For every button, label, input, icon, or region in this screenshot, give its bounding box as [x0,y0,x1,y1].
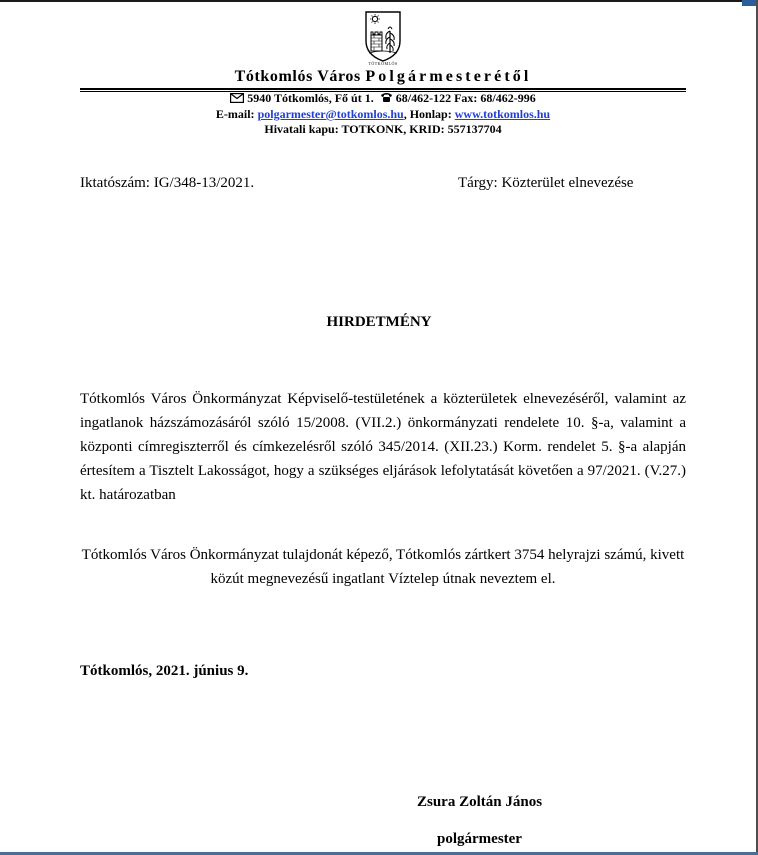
body-paragraph: Tótkomlós Város Önkormányzat Képviselő-testületének a közterületek elnevezéséről, valamint az ingatlanok házszámozásáról szóló 15/2008. (VII.2.) önkormányzati rendelete 10. §-a, valamint a központi címregiszterről és címkezelésről szóló 345/2014. (XII.23.) Korm. rendelet 5. §-a alapján értesítem a Tisztelt Lakosságot, hogy a szükséges eljárások lefolytatását követően a 97/2021. (V.27.) kt. határozatban [80,391,686,503]
letterhead-title-prefix: Tótkomlós Város [234,68,361,85]
document-heading: HIRDETMÉNY [326,314,432,330]
letterhead-title-suffix: Polgármesterétől [365,68,532,85]
date-line: Tótkomlós, 2021. június 9. [80,663,249,679]
website-link[interactable]: www.totkomlos.hu [454,107,551,121]
window-top-border [0,0,758,2]
phone-fax-text: 68/462-122 Fax: 68/462-996 [395,91,536,105]
signer-name: Zsura Zoltán János [417,794,543,810]
envelope-icon [230,93,244,103]
address-text: 5940 Tótkomlós, Fő út 1. [247,91,374,105]
decision-paragraph: Tótkomlós Város Önkormányzat tulajdonát képező, Tótkomlós zártkert 3754 helyrajzi számú, kivett közút megnevezésű ingatlant Víztelep útnak neveztem el. [81,547,685,587]
contact-address-line [80,91,686,106]
crest-caption: TÓTKOMLÓS [368,61,398,66]
reference-number: Iktatószám: IG/348-13/2021. [80,175,255,191]
email-label: E-mail: [215,107,255,121]
contact-web-line [80,107,686,122]
website-label: , Honlap: [403,107,452,121]
subject-line: Tárgy: Közterület elnevezése [458,175,634,191]
letterhead-rule-thick [80,88,686,90]
coat-of-arms-icon [363,9,403,63]
telephone-icon [380,92,393,103]
hivatali-kapu-line: Hivatali kapu: TOTKONK, KRID: 557137704 [264,122,502,136]
email-link[interactable]: polgarmester@totkomlos.hu [257,107,404,121]
letterhead-title [80,68,686,86]
signer-title: polgármester [437,831,522,847]
